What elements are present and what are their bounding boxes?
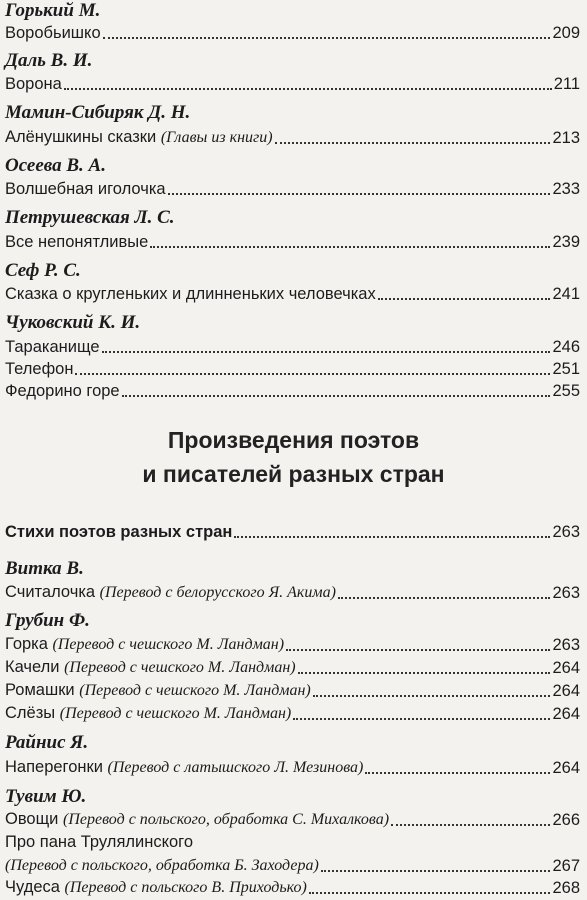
section-entry-title: Стихи поэтов разных стран bbox=[5, 523, 233, 541]
entry-title-text: Слёзы bbox=[5, 704, 56, 722]
entry-title-text: Ромашки bbox=[5, 681, 75, 699]
toc-section-entry[interactable] bbox=[5, 521, 580, 543]
toc-entry[interactable] bbox=[5, 231, 580, 253]
entry-note: (Перевод с польского, обработка Б. Заходера) bbox=[5, 857, 319, 874]
toc-entry[interactable] bbox=[5, 126, 580, 149]
author-vitka: Витка В. bbox=[5, 558, 84, 579]
dot-leader bbox=[102, 351, 551, 353]
dot-leader bbox=[365, 772, 550, 774]
entry-note: (Перевод с чешского М. Ландман) bbox=[59, 705, 292, 722]
entry-title: Федорино горе bbox=[5, 382, 120, 400]
author-mamin: Мамин-Сибиряк Д. Н. bbox=[5, 102, 191, 123]
toc-entry[interactable] bbox=[5, 876, 580, 899]
entry-page: 251 bbox=[552, 360, 580, 378]
entry-title bbox=[5, 679, 311, 702]
entry-note: (Перевод с латышского Л. Мезинова) bbox=[107, 759, 364, 776]
entry-title bbox=[5, 581, 336, 604]
author-chukovsky: Чуковский К. И. bbox=[5, 312, 141, 333]
author-oseeva: Осеева В. А. bbox=[5, 155, 106, 176]
entry-title: Волшебная иголочка bbox=[5, 180, 166, 198]
author-rainis: Райнис Я. bbox=[5, 732, 89, 753]
entry-title: Воробьишко bbox=[5, 24, 101, 42]
dot-leader bbox=[391, 824, 550, 826]
entry-page: 209 bbox=[552, 24, 580, 42]
toc-entry[interactable] bbox=[5, 581, 580, 604]
author-gorky: Горький М. bbox=[5, 0, 101, 21]
toc-entry[interactable] bbox=[5, 358, 580, 380]
entry-page: 263 bbox=[552, 636, 580, 654]
entry-title bbox=[5, 656, 296, 679]
entry-page: 263 bbox=[552, 523, 580, 541]
dot-leader bbox=[338, 597, 551, 599]
entry-page: 233 bbox=[552, 180, 580, 198]
dot-leader bbox=[313, 695, 551, 697]
dot-leader bbox=[293, 718, 550, 720]
dot-leader bbox=[168, 193, 551, 195]
dot-leader bbox=[75, 373, 550, 375]
entry-page: 246 bbox=[552, 338, 580, 356]
entry-title: Сказка о кругленьких и длинненьких человечках bbox=[5, 285, 376, 303]
dot-leader bbox=[150, 246, 550, 248]
author-tuvim: Тувим Ю. bbox=[5, 786, 87, 807]
toc-entry[interactable] bbox=[5, 679, 580, 702]
entry-title-standalone[interactable]: Про пана Трулялинского bbox=[5, 833, 193, 851]
toc-entry[interactable] bbox=[5, 633, 580, 656]
entry-title-text: Наперегонки bbox=[5, 758, 103, 776]
entry-title-text: Считалочка bbox=[5, 583, 96, 601]
author-dal: Даль В. И. bbox=[5, 50, 93, 71]
toc-entry[interactable] bbox=[5, 283, 580, 305]
entry-title: Все непонятливые bbox=[5, 233, 149, 251]
entry-page: 213 bbox=[552, 129, 580, 147]
entry-title bbox=[5, 702, 291, 725]
dot-leader bbox=[298, 672, 551, 674]
dot-leader bbox=[309, 892, 551, 894]
section-heading-line2: и писателей разных стран bbox=[142, 461, 445, 487]
toc-entry[interactable] bbox=[5, 178, 580, 200]
entry-note: (Главы из книги) bbox=[160, 129, 273, 146]
entry-title bbox=[5, 126, 273, 149]
entry-page: 239 bbox=[552, 233, 580, 251]
entry-title: Телефон bbox=[5, 360, 74, 378]
entry-title bbox=[5, 633, 284, 656]
entry-page: 268 bbox=[552, 879, 580, 897]
entry-page: 211 bbox=[553, 75, 580, 93]
entry-title-text: Качели bbox=[5, 658, 60, 676]
entry-page: 267 bbox=[552, 857, 580, 875]
entry-page: 264 bbox=[552, 705, 580, 723]
dot-leader bbox=[103, 37, 551, 39]
dot-leader bbox=[275, 142, 551, 144]
entry-page: 241 bbox=[552, 285, 580, 303]
dot-leader bbox=[234, 536, 550, 538]
entry-title: Ворона bbox=[5, 75, 62, 93]
toc-entry[interactable] bbox=[5, 756, 580, 779]
section-heading-line1: Произведения поэтов bbox=[167, 427, 420, 453]
entry-page: 264 bbox=[552, 659, 580, 677]
entry-title-text: Овощи bbox=[5, 810, 59, 828]
entry-title-text: Алёнушкины сказки bbox=[5, 128, 157, 146]
entry-title-text: Чудеса bbox=[5, 878, 60, 896]
dot-leader bbox=[286, 649, 550, 651]
toc-entry[interactable] bbox=[5, 702, 580, 725]
entry-page: 266 bbox=[552, 811, 580, 829]
entry-page: 263 bbox=[552, 584, 580, 602]
toc-entry[interactable] bbox=[5, 336, 580, 358]
entry-page: 264 bbox=[552, 759, 580, 777]
toc-entry[interactable] bbox=[5, 808, 580, 831]
entry-title: Тараканище bbox=[5, 338, 100, 356]
entry-note: (Перевод с чешского М. Ландман) bbox=[52, 636, 285, 653]
entry-title bbox=[5, 756, 363, 779]
entry-note: (Перевод с польского, обработка С. Михалкова) bbox=[62, 811, 390, 828]
entry-page: 264 bbox=[552, 682, 580, 700]
author-sef: Сеф Р. С. bbox=[5, 260, 81, 281]
entry-note: (Перевод с белорусского Я. Акима) bbox=[99, 584, 336, 601]
entry-note: (Перевод с чешского М. Ландман) bbox=[64, 659, 296, 676]
toc-entry[interactable] bbox=[5, 656, 580, 679]
toc-entry[interactable] bbox=[5, 73, 580, 95]
entry-note: (Перевод с польского В. Приходько) bbox=[64, 879, 307, 896]
entry-title bbox=[5, 876, 307, 899]
toc-entry[interactable] bbox=[5, 22, 580, 44]
dot-leader bbox=[64, 88, 552, 90]
entry-title-text: Горка bbox=[5, 635, 48, 653]
entry-page: 255 bbox=[552, 382, 580, 400]
entry-title bbox=[5, 808, 389, 831]
toc-entry[interactable] bbox=[5, 380, 580, 402]
dot-leader bbox=[378, 298, 551, 300]
dot-leader bbox=[122, 395, 551, 397]
dot-leader bbox=[321, 870, 551, 872]
author-petrushevskaya: Петрушевская Л. С. bbox=[5, 207, 175, 228]
entry-title bbox=[5, 854, 319, 877]
entry-note: (Перевод с чешского М. Ландман) bbox=[79, 682, 311, 699]
toc-entry[interactable] bbox=[5, 854, 580, 877]
author-grubin: Грубин Ф. bbox=[5, 610, 90, 631]
